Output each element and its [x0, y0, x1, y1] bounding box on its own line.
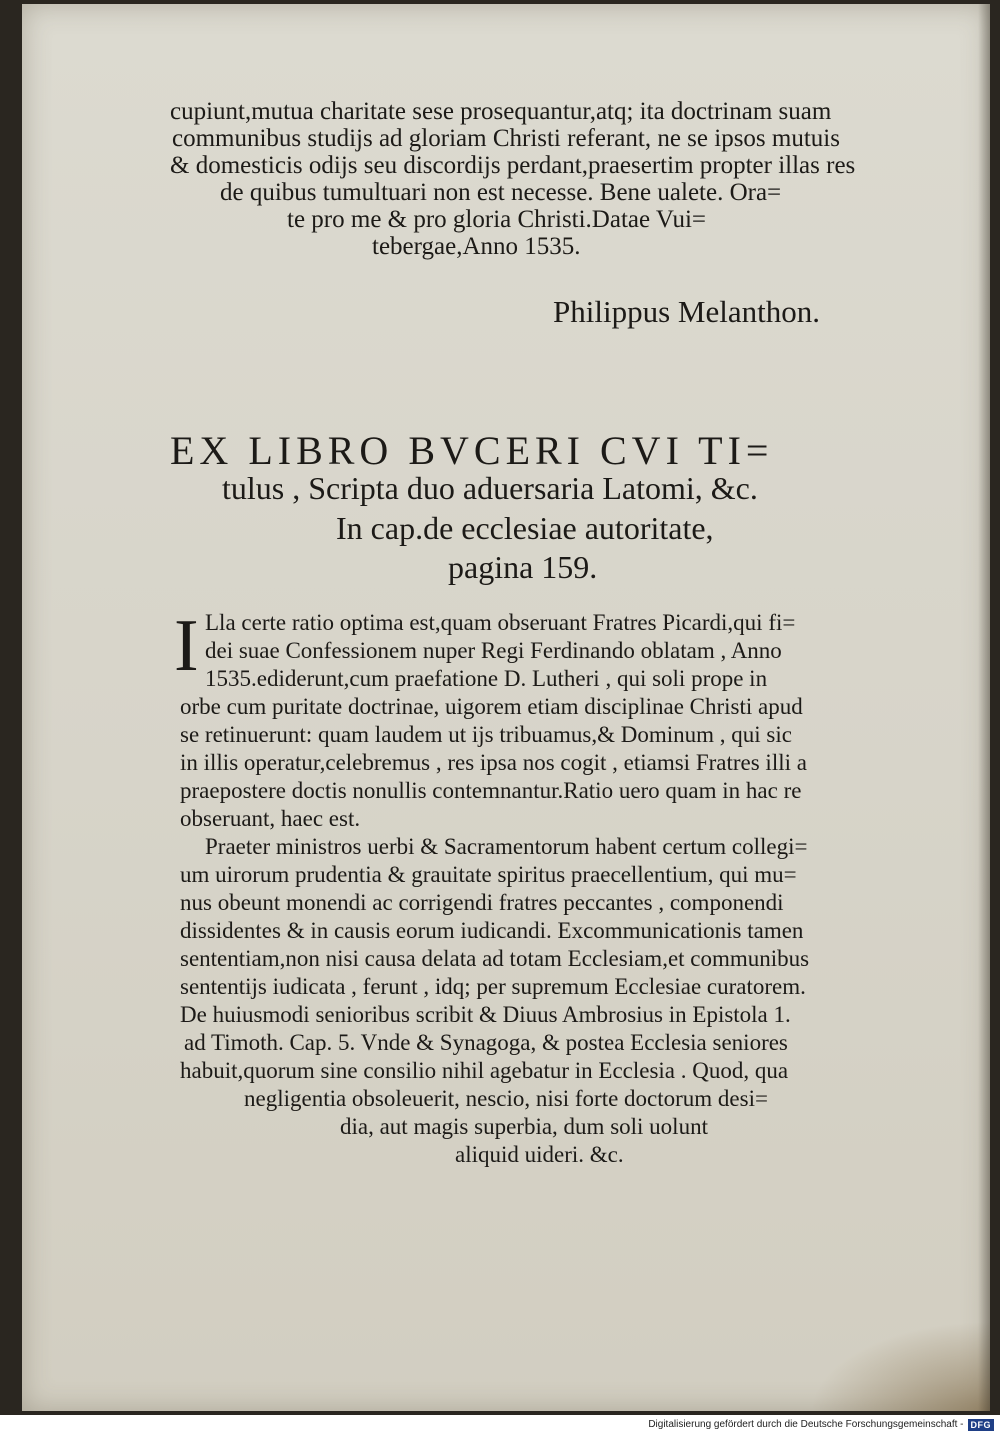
text-line: in illis operatur,celebremus , res ipsa nos cogit , etiamsi Fratres illi a — [180, 750, 807, 775]
text-line: tebergae,Anno 1535. — [372, 233, 581, 260]
heading-line: tulus , Scripta duo aduersaria Latomi, &c. — [222, 470, 758, 506]
text-line: dissidentes & in causis eorum iudicandi. Excommunicationis tamen — [180, 918, 804, 943]
text-line: 1535.ediderunt,cum praefatione D. Lutheri , qui soli prope in — [205, 666, 768, 691]
text-line: te pro me & pro gloria Christi.Datae Vui= — [287, 206, 706, 233]
text-line: habuit,quorum sine consilio nihil agebatur in Ecclesia . Quod, qua — [180, 1058, 789, 1083]
heading-line: EX LIBRO BVCERI CVI TI= — [170, 428, 774, 473]
text-line: Lla certe ratio optima est,quam obseruant Fratres Picardi,qui fi= — [205, 610, 796, 635]
text-line: dei suae Confessionem nuper Regi Ferdinando oblatam , Anno — [205, 638, 782, 663]
text-line: se retinuerunt: quam laudem ut ijs tribuamus,& Dominum , qui sic — [180, 722, 792, 747]
text-line: cupiunt,mutua charitate sese prosequantur,atq; ita doctrinam suam — [170, 98, 832, 125]
text-line: sententiam,non nisi causa delata ad totam Ecclesiam,et communibus — [180, 946, 810, 971]
credit-text: Digitalisierung gefördert durch die Deutsche Forschungsgemeinschaft - — [648, 1419, 964, 1430]
page-stain — [810, 1321, 990, 1411]
signature: Philippus Melanthon. — [553, 294, 820, 329]
text-line: praepostere doctis nonullis contemnantur.Ratio uero quam in hac re — [180, 778, 802, 803]
text-line: Praeter ministros uerbi & Sacramentorum habent certum collegi= — [205, 834, 808, 859]
text-line: & domesticis odijs seu discordijs perdant,praesertim propter illas res — [170, 152, 856, 179]
text-line: orbe cum puritate doctrinae, uigorem etiam disciplinae Christi apud — [180, 694, 803, 719]
drop-cap: I — [174, 605, 199, 687]
text-line: dia, aut magis superbia, dum soli uolunt — [340, 1114, 708, 1139]
heading-line: pagina 159. — [448, 549, 598, 585]
text-line: de quibus tumultuari non est necesse. Bene ualete. Ora= — [220, 179, 782, 206]
text-line: communibus studijs ad gloriam Christi referant, ne se ipsos mutuis — [172, 125, 840, 152]
text-line: obseruant, haec est. — [180, 806, 361, 831]
text-line: De huiusmodi senioribus scribit & Diuus Ambrosius in Epistola 1. — [180, 1002, 791, 1027]
text-line: ad Timoth. Cap. 5. Vnde & Synagoga, & postea Ecclesia seniores — [184, 1030, 788, 1055]
text-line: aliquid uideri. &c. — [455, 1142, 624, 1167]
text-line: um uirorum prudentia & grauitate spiritus praecellentium, qui mu= — [180, 862, 797, 887]
heading-line: In cap.de ecclesiae autoritate, — [336, 510, 714, 546]
text-line: sententijs iudicata , ferunt , idq; per supremum Ecclesiae curatorem. — [180, 974, 806, 999]
dfg-logo-icon: DFG — [968, 1419, 995, 1431]
digitization-credit — [648, 1417, 994, 1432]
text-line: negligentia obsoleuerit, nescio, nisi forte doctorum desi= — [244, 1086, 768, 1111]
text-line: nus obeunt monendi ac corrigendi fratres peccantes , componendi — [180, 890, 784, 915]
